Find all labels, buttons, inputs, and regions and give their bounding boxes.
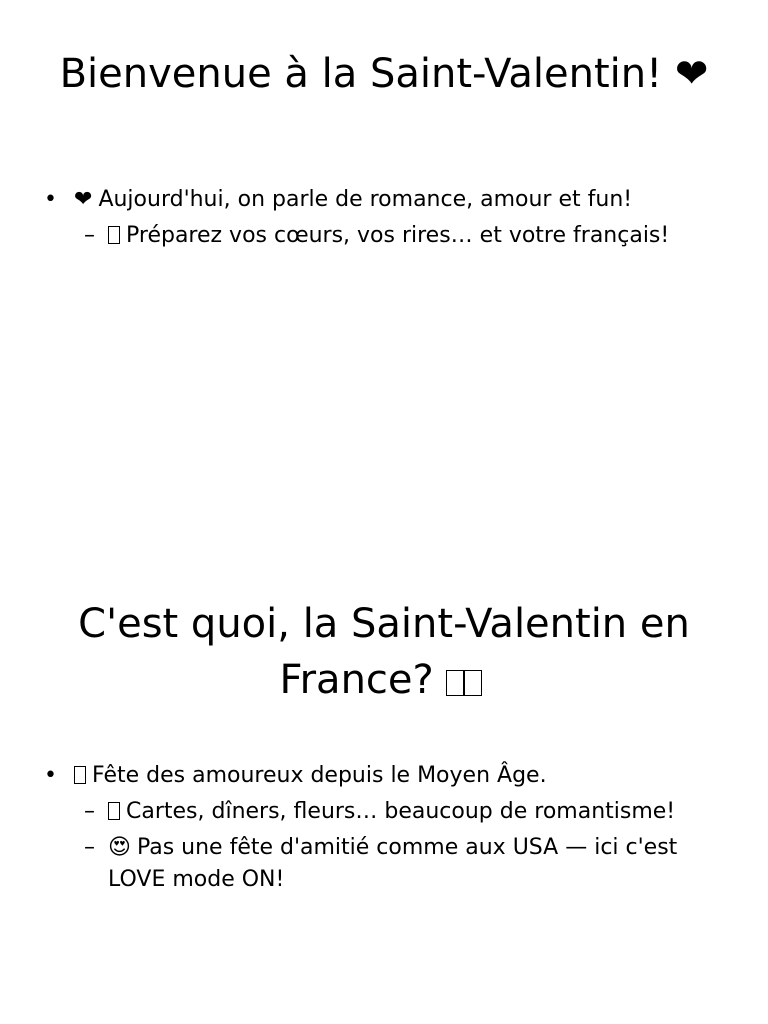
- bullet-marker: •: [44, 187, 57, 212]
- slide-1-title: [40, 46, 728, 102]
- slide-2-bullet-list: [40, 760, 720, 900]
- dash-marker: –: [84, 799, 95, 824]
- slide-2-bullet-2-text: Cartes, dîners, fleurs… beaucoup de romantisme!: [126, 799, 676, 824]
- slide-2: [0, 512, 768, 1024]
- slide-1-title-text: Bienvenue à la Saint-Valentin!: [59, 51, 663, 97]
- missing-glyph-icon: [108, 226, 120, 244]
- slide-2-title: [40, 596, 728, 708]
- heart-eyes-smiley-icon: 😍: [108, 835, 131, 860]
- slide-2-bullet-1-text: Fête des amoureux depuis le Moyen Âge.: [92, 763, 547, 788]
- slide-1-bullet-list: [40, 184, 720, 256]
- heart-icon: ❤: [74, 187, 93, 212]
- missing-glyph-icon: [446, 670, 464, 696]
- dash-marker: –: [84, 223, 95, 248]
- heart-icon: ❤: [674, 51, 709, 97]
- slide-2-bullet-1: [40, 760, 720, 792]
- missing-glyph-icon: [464, 670, 482, 696]
- slide-2-title-line-1: C'est quoi, la Saint-Valentin en: [78, 601, 690, 647]
- bullet-marker: •: [44, 763, 57, 788]
- slide-2-bullet-3: [40, 832, 720, 896]
- missing-glyph-icon: [74, 766, 86, 784]
- missing-glyph-icon: [108, 802, 120, 820]
- slide-2-bullet-3-text: Pas une fête d'amitié comme aux USA — ici c'est LOVE mode ON!: [108, 835, 678, 892]
- slide-2-bullet-2: [40, 796, 720, 828]
- slide-2-title-line-2: France?: [279, 657, 434, 703]
- dash-marker: –: [84, 835, 95, 860]
- slide-1-bullet-1: [40, 184, 720, 216]
- slide-1-bullet-2: [40, 220, 720, 252]
- slide-1-bullet-1-text: Aujourd'hui, on parle de romance, amour et fun!: [98, 187, 633, 212]
- slide-1-bullet-2-text: Préparez vos cœurs, vos rires… et votre français!: [126, 223, 670, 248]
